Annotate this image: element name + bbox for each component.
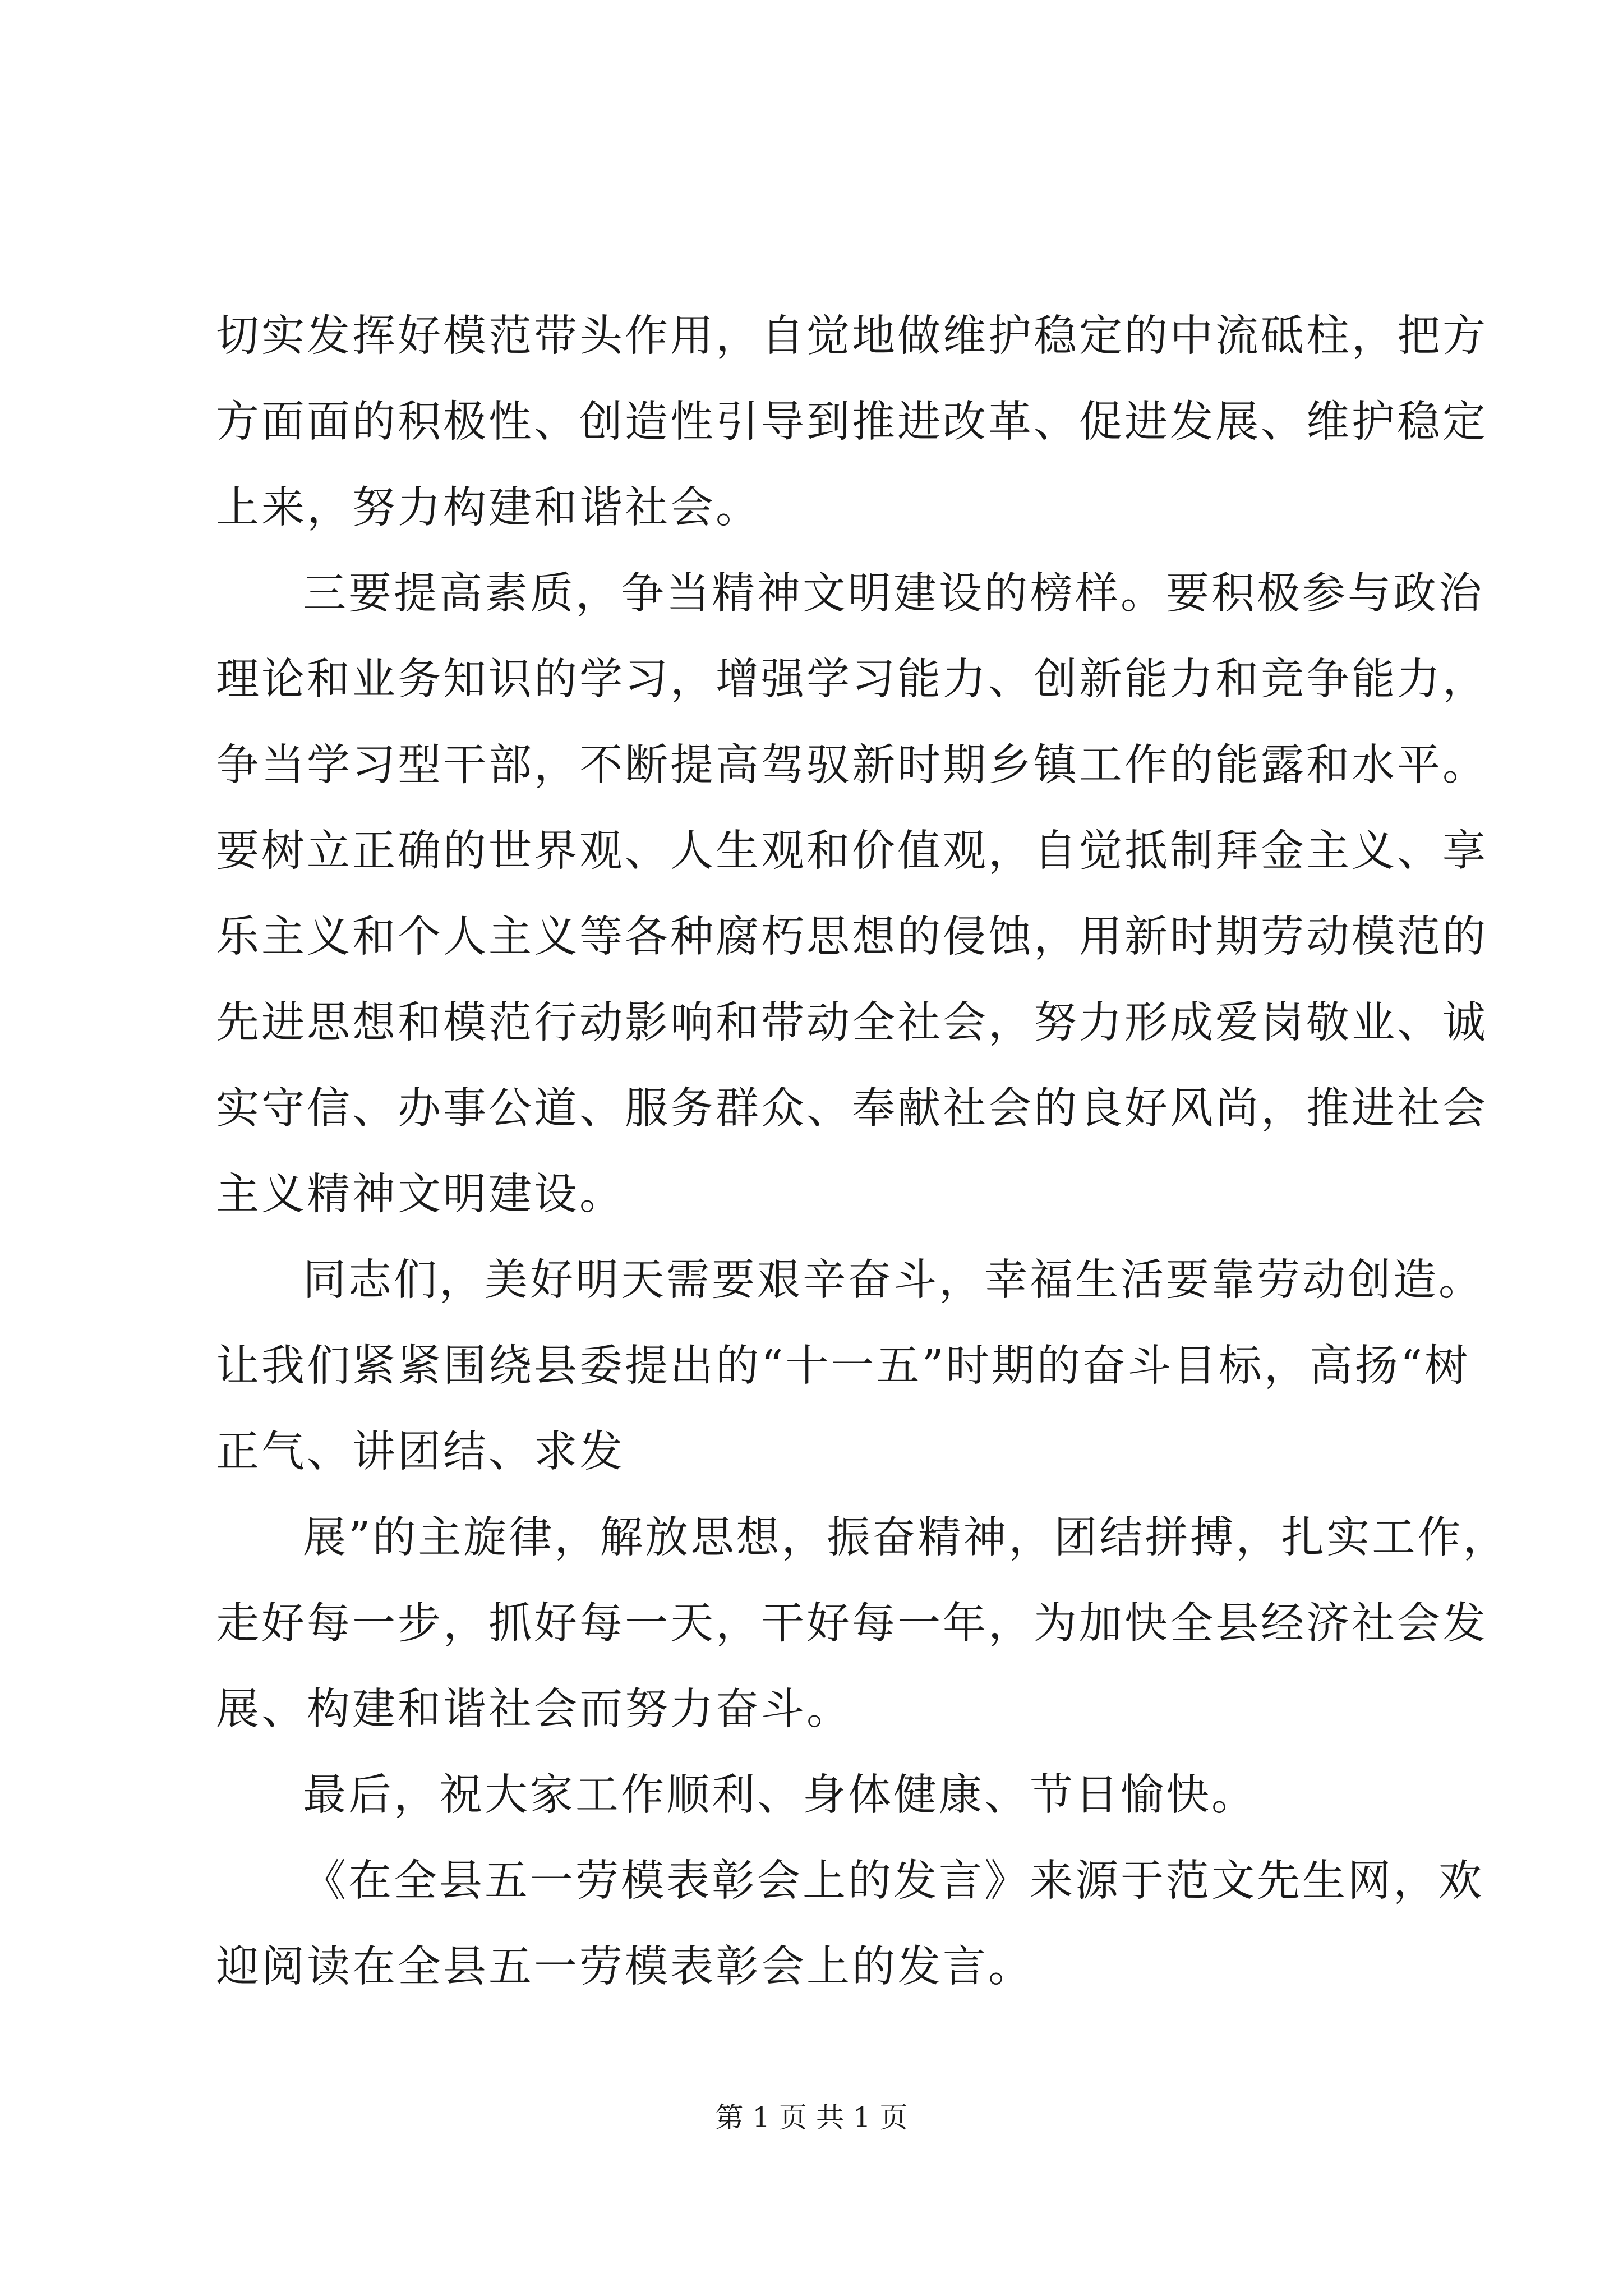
body-line: 实守信、办事公道、服务群众、奉献社会的良好风尚，推进社会 (216, 1084, 1488, 1134)
body-line: 方面面的积极性、创造性引导到推进改革、促进发展、维护稳定 (216, 397, 1488, 447)
body-line: 让我们紧紧围绕县委提出的“十一五”时期的奋斗目标，高扬“树 (216, 1341, 1470, 1391)
body-line: 走好每一步，抓好每一天，干好每一年，为加快全县经济社会发 (216, 1599, 1488, 1649)
paragraph-start-line: 三要提高素质，争当精神文明建设的榜样。要积极参与政治 (303, 569, 1484, 619)
body-line: 理论和业务知识的学习，增强学习能力、创新能力和竞争能力， (216, 655, 1488, 705)
body-line: 切实发挥好模范带头作用，自觉地做维护稳定的中流砥柱，把方 (216, 311, 1488, 361)
body-line: 先进思想和模范行动影响和带动全社会，努力形成爱岗敬业、诚 (216, 998, 1488, 1048)
paragraph-start-line: 展”的主旋律，解放思想，振奋精神，团结拼搏，扎实工作， (303, 1513, 1509, 1563)
body-line: 正气、讲团结、求发 (216, 1427, 625, 1477)
body-line: 展、构建和谐社会而努力奋斗。 (216, 1685, 852, 1734)
body-line: 迎阅读在全县五一劳模表彰会上的发言。 (216, 1942, 1034, 1992)
body-line: 要树立正确的世界观、人生观和价值观，自觉抵制拜金主义、享 (216, 826, 1488, 876)
body-line: 主义精神文明建设。 (216, 1170, 625, 1220)
paragraph-start-line: 同志们，美好明天需要艰辛奋斗，幸福生活要靠劳动创造。 (303, 1255, 1484, 1305)
body-line: 乐主义和个人主义等各种腐朽思想的侵蚀，用新时期劳动模范的 (216, 912, 1488, 962)
body-line: 争当学习型干部，不断提高驾驭新时期乡镇工作的能露和水平。 (216, 740, 1488, 790)
page-number-footer: 第 1 页 共 1 页 (715, 2101, 908, 2134)
paragraph-start-line: 最后，祝大家工作顺利、身体健康、节日愉快。 (303, 1770, 1257, 1820)
paragraph-start-line: 《在全县五一劳模表彰会上的发言》来源于范文先生网，欢 (303, 1856, 1484, 1906)
body-line: 上来，努力构建和谐社会。 (216, 483, 761, 533)
